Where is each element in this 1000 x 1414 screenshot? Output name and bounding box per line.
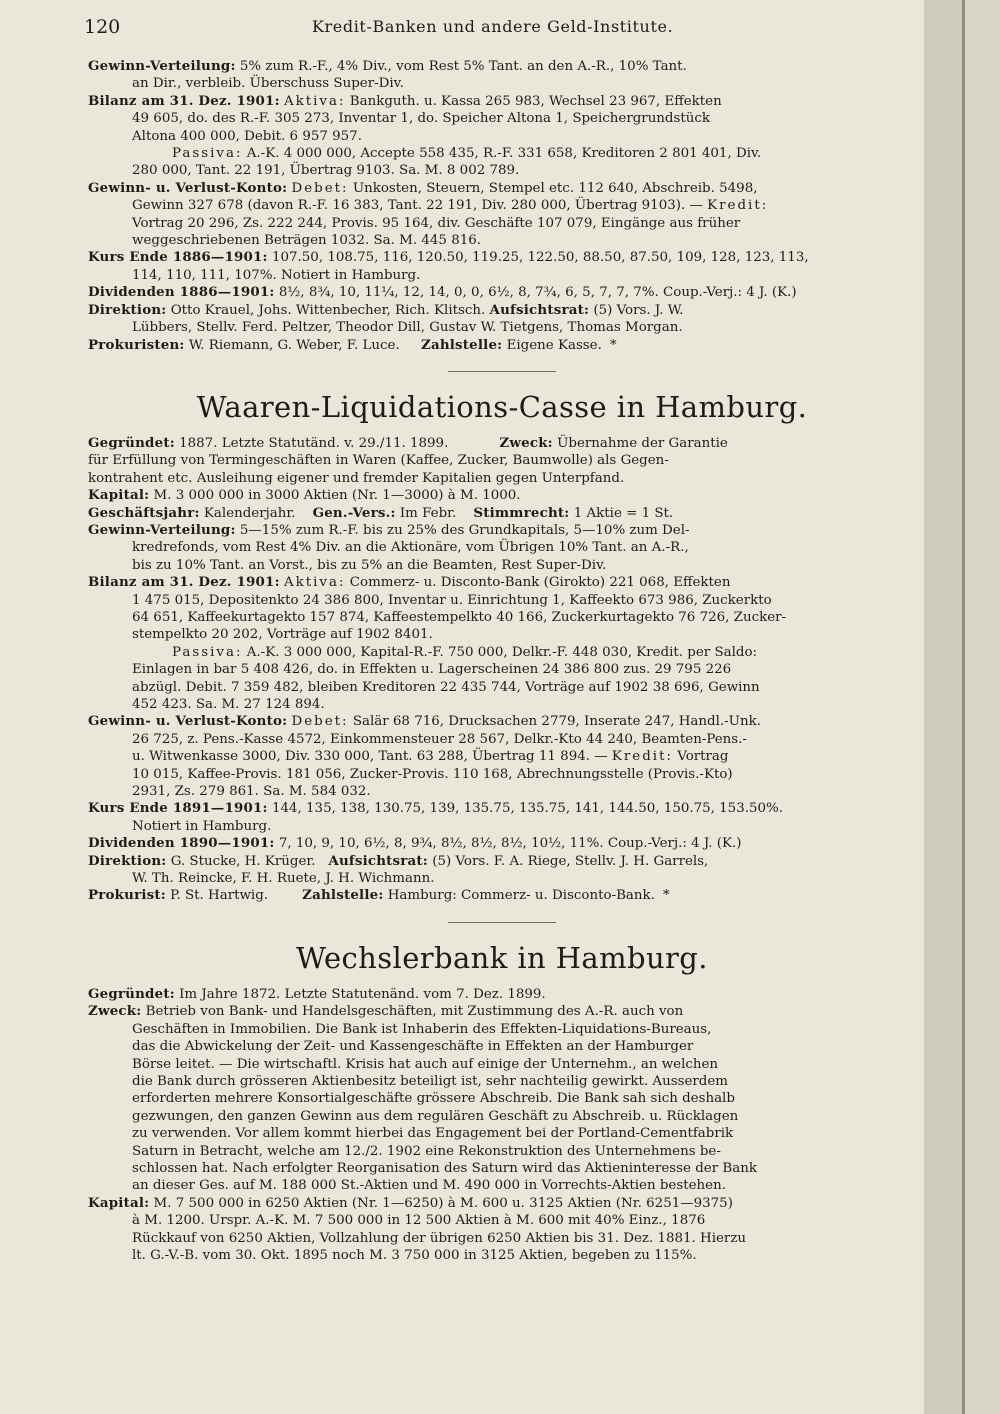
entry-text: 5—15% zum R.-F. bis zu 25% des Grundkapitals, 5—10% zum Del- [239,522,690,538]
entry-text: Kalenderjahr. [203,505,296,521]
entry-text: schlossen hat. Nach erfolgter Reorganisation des Saturn wird das Aktieninteresse der Bank [132,1160,757,1176]
entry-text: stempelkto 20 202, Vorträge auf 1902 8401. [132,627,433,643]
entry-prokurist [88,887,916,904]
page-number: 120 [84,16,121,38]
entry-text: Salär 68 716, Drucksachen 2779, Inserate 247, Handl.-Unk. [352,714,761,730]
entry-label: Kapital: [88,1194,150,1211]
entry-label: Gewinn- u. Verlust-Konto: [88,713,288,730]
entry-gegruendet [88,986,916,1003]
entry-bilanz [88,574,916,713]
entry-text: W. Riemann, G. Weber, F. Luce. [188,337,400,353]
entry-text: Geschäften in Immobilien. Die Bank ist Inhaberin des Effekten-Liquidations-Bureaus, [132,1021,712,1037]
entry-label: Gewinn-Verteilung: [88,58,236,74]
entry-zweck [88,1003,916,1194]
entry-text: kontrahent etc. Ausleihung eigener und fremder Kapitalien gegen Unterpfand. [88,470,625,486]
section-wechslerbank [88,941,916,1265]
entry-text: Rückkauf von 6250 Aktien, Vollzahlung der übrigen 6250 Aktien bis 31. Dez. 1881. Hierzu [132,1230,747,1246]
entry-text: 1 Aktie = 1 St. [573,505,674,521]
entry-text: Commerz- u. Disconto-Bank (Girokto) 221 068, Effekten [349,575,731,591]
entry-label: Gewinn- u. Verlust-Konto: [88,179,288,196]
entry-label: Geschäftsjahr: [88,504,200,521]
entry-direktion [88,302,916,337]
page-header [84,16,954,40]
entry-text: 144, 135, 138, 130.75, 139, 135.75, 135.75, 141, 144.50, 150.75, 153.50%. [271,801,783,817]
entry-text: Eigene Kasse. [506,337,602,353]
debet-word: Debet: [291,180,349,196]
entry-text: G. Stucke, H. Krüger. [170,853,316,869]
entry-gewinn-verlust [88,180,916,250]
end-mark: * [609,337,617,353]
entry-text: 7, 10, 9, 10, 6½, 8, 9¾, 8½, 8½, 8½, 10½, 11%. Coup.-Verj.: 4 J. (K.) [278,836,742,852]
entry-text: Notiert in Hamburg. [132,818,272,834]
entry-text: Bankguth. u. Kassa 265 983, Wechsel 23 967, Effekten [349,93,722,109]
entry-label: Kurs Ende 1891—1901: [88,800,268,817]
entry-text: P. St. Hartwig. [170,888,269,904]
entry-text: Betrieb von Bank- und Handelsgeschäften, mit Zustimmung des A.-R. auch von [145,1004,684,1020]
entry-text: weggeschriebenen Beträgen 1032. Sa. M. 445 816. [132,233,482,249]
entry-text: Im Jahre 1872. Letzte Statutenänd. vom 7. Dez. 1899. [179,986,546,1002]
entry-text: Vortrag 20 296, Zs. 222 244, Provis. 95 164, div. Geschäfte 107 079, Eingänge aus früher [132,215,741,231]
entry-text: Börse leitet. — Die wirtschaftl. Krisis hat auch auf einige der Unternehm., an welchen [132,1056,719,1072]
entry-text: Altona 400 000, Debit. 6 957 957. [132,128,362,144]
debet-word: Debet: [291,714,349,730]
entry-text: (5) Vors. F. A. Riege, Stellv. J. H. Garrels, [432,853,709,869]
entry-text: u. Witwenkasse 3000, Div. 330 000, Tant. 63 288, Übertrag 11 894. — [132,749,608,765]
section-heading: Waaren-Liquidations-Casse in Hamburg. [196,389,808,424]
entry-label: Gegründet: [88,985,175,1002]
entry-label: Kurs Ende 1886—1901: [88,249,268,266]
entry-text: 452 423. Sa. M. 27 124 894. [132,697,325,712]
entry-text: à M. 1200. Urspr. A.-K. M. 7 500 000 in 12 500 Aktien à M. 600 mit 40% Einz., 1876 [132,1213,706,1229]
entry-text: Gewinn 327 678 (davon R.-F. 16 383, Tant. 22 191, Div. 280 000, Übertrag 9103). — [132,198,703,214]
entry-text: 10 015, Kaffee-Provis. 181 056, Zucker-Provis. 110 168, Abrechnungsstelle (Provis.-Kto) [132,766,733,782]
entry-label: Prokurist: [88,887,166,904]
entry-label: Aufsichtsrat: [328,852,428,869]
entry-text: an dieser Ges. auf M. 188 000 St.-Aktien und M. 490 000 in Vorrechts-Aktien bestehen. [132,1178,726,1194]
kredit-word: Kredit: [707,198,769,214]
entry-text: erforderten mehrere Konsortialgeschäfte grössere Abschreib. Die Bank sah sich deshalb [132,1091,735,1107]
entry-label: Dividenden 1890—1901: [88,835,275,852]
entry-label: Aufsichtsrat: [489,301,590,318]
entry-text: Lübbers, Stellv. Ferd. Peltzer, Theodor Dill, Gustav W. Tietgens, Thomas Morgan. [132,320,683,336]
entry-label: Kapital: [88,487,150,504]
entry-direktion [88,853,916,888]
entry-label: Zahlstelle: [420,336,503,353]
entry-text: 8½, 8¾, 10, 11¼, 12, 14, 0, 0, 6½, 8, 7¾, 6, 5, 7, 7, 7%. Coup.-Verj.: 4 J. (K.) [278,285,797,301]
entry-text: Vortrag [677,749,729,765]
entry-text: die Bank durch grösseren Aktienbesitz beteiligt ist, sehr nachteilig gewirkt. Ausserdem [132,1073,728,1089]
entry-text: 107.50, 108.75, 116, 120.50, 119.25, 122.50, 88.50, 87.50, 109, 128, 123, 113, [271,250,809,266]
entry-label: Gewinn-Verteilung: [88,521,236,538]
entry-label: Stimmrecht: [473,504,570,521]
entry-label: Direktion: [88,301,167,318]
entry-text: Unkosten, Steuern, Stempel etc. 112 640, Abschreib. 5498, [352,180,758,196]
entry-text: bis zu 10% Tant. an Vorst., bis zu 5% an die Beamten, Rest Super-Div. [132,557,607,573]
entry-text: 26 725, z. Pens.-Kasse 4572, Einkommensteuer 28 567, Delkr.-Kto 44 240, Beamten-Pens.- [132,731,747,747]
kredit-word: Kredit: [611,749,673,765]
section-divider [448,371,556,372]
entry-label: Direktion: [88,852,167,869]
entry-label: Gen.-Vers.: [312,504,396,521]
entry-text: 2931, Zs. 279 861. Sa. M. 584 032. [132,784,371,800]
entry-text: lt. G.-V.-B. vom 30. Okt. 1895 noch M. 3 750 000 in 3125 Aktien, begeben zu 115%. [132,1247,697,1263]
running-title: Kredit-Banken und andere Geld-Institute. [312,17,674,36]
entry-text: M. 3 000 000 in 3000 Aktien (Nr. 1—3000) à M. 1000. [153,488,521,504]
aktiva-word: Aktiva: [283,93,346,109]
entry-label: Zahlstelle: [302,887,384,904]
entry-text: 1 475 015, Depositenkto 24 386 800, Inventar u. Einrichtung 1, Kaffeekto 673 986, Zuckerkto [132,592,772,608]
passiva-word: Passiva: [172,146,243,162]
entry-label: Prokuristen: [88,336,185,353]
entry-text: Saturn in Betracht, welche am 12./2. 1902 eine Rekonstruktion des Unternehmens be- [132,1143,721,1159]
entry-kapital [88,1195,916,1265]
entry-text: zu verwenden. Vor allem kommt hierbei das Engagement bei der Portland-Cementfabrik [132,1126,734,1142]
section-heading: Wechslerbank in Hamburg. [296,940,708,975]
entry-text: Im Febr. [399,505,457,521]
entry-geschaeftsjahr [88,505,916,522]
entry-text: 114, 110, 111, 107%. Notiert in Hamburg. [132,267,421,283]
entry-text: 5% zum R.-F., 4% Div., vom Rest 5% Tant. an den A.-R., 10% Tant. [239,59,687,74]
entry-kurs [88,249,916,284]
entry-text: 64 651, Kaffeekurtagekto 157 874, Kaffeestempelkto 40 166, Zuckerkurtagekto 76 726, Zucker- [132,609,787,625]
page-body [88,58,916,1264]
entry-kapital [88,487,916,504]
entry-text: A.-K. 3 000 000, Kapital-R.-F. 750 000, Delkr.-F. 448 030, Kredit. per Saldo: [246,644,758,660]
section-divider [448,922,556,923]
entry-label: Zweck: [88,1003,142,1020]
entry-text: 1887. Letzte Statutänd. v. 29./11. 1899. [179,435,449,451]
entry-gewinn-verlust [88,713,916,800]
entry-gewinn-verteilung [88,522,916,574]
entry-text: (5) Vors. J. W. [593,302,684,318]
entry-text: Otto Krauel, Johs. Wittenbecher, Rich. Klitsch. [170,302,486,318]
entry-label: Dividenden 1886—1901: [88,284,275,301]
aktiva-word: Aktiva: [283,575,346,591]
passiva-word: Passiva: [172,644,243,660]
entry-text: kredrefonds, vom Rest 4% Div. an die Aktionäre, vom Übrigen 10% Tant. an A.-R., [132,540,689,556]
end-mark: * [662,888,670,904]
entry-dividenden [88,835,916,852]
entry-text: abzügl. Debit. 7 359 482, bleiben Kreditoren 22 435 744, Vorträge auf 1902 38 696, Gewinn [132,679,760,695]
entry-prokuristen [88,337,916,354]
entry-text: gezwungen, den ganzen Gewinn aus dem regulären Geschäft zu Abschreib. u. Rücklagen [132,1108,739,1124]
entry-text: an Dir., verbleib. Überschuss Super-Div. [132,76,404,92]
section-continued-bank [88,58,916,354]
entry-text: W. Th. Reincke, F. H. Ruete, J. H. Wichmann. [132,871,435,887]
entry-text: Übernahme der Garantie [557,435,728,451]
page-edge [924,0,962,1414]
entry-gewinn-verteilung [88,58,916,93]
section-waaren-liquidations-casse [88,390,916,905]
entry-label: Gegründet: [88,434,175,451]
entry-text: Hamburg: Commerz- u. Disconto-Bank. [387,888,655,904]
entry-text: das die Abwickelung der Zeit- und Kassengeschäfte in Effekten an der Hamburger [132,1039,694,1055]
entry-bilanz [88,93,916,180]
entry-label: Bilanz am 31. Dez. 1901: [88,92,280,109]
entry-gegruendet [88,435,916,487]
entry-text: M. 7 500 000 in 6250 Aktien (Nr. 1—6250) à M. 600 u. 3125 Aktien (Nr. 6251—9375) [153,1195,733,1211]
entry-label: Bilanz am 31. Dez. 1901: [88,574,280,591]
entry-kurs [88,800,916,835]
entry-text: 280 000, Tant. 22 191, Übertrag 9103. Sa. M. 8 002 789. [132,163,520,179]
entry-label: Zweck: [499,434,553,451]
entry-text: 49 605, do. des R.-F. 305 273, Inventar 1, do. Speicher Altona 1, Speichergrundstück [132,111,710,127]
entry-dividenden [88,284,916,301]
entry-text: Einlagen in bar 5 408 426, do. in Effekten u. Lagerscheinen 24 386 800 zus. 29 795 226 [132,662,732,678]
entry-text: für Erfüllung von Termingeschäften in Waren (Kaffee, Zucker, Baumwolle) als Gegen- [88,453,669,469]
entry-text: A.-K. 4 000 000, Accepte 558 435, R.-F. 331 658, Kreditoren 2 801 401, Div. [246,146,762,162]
